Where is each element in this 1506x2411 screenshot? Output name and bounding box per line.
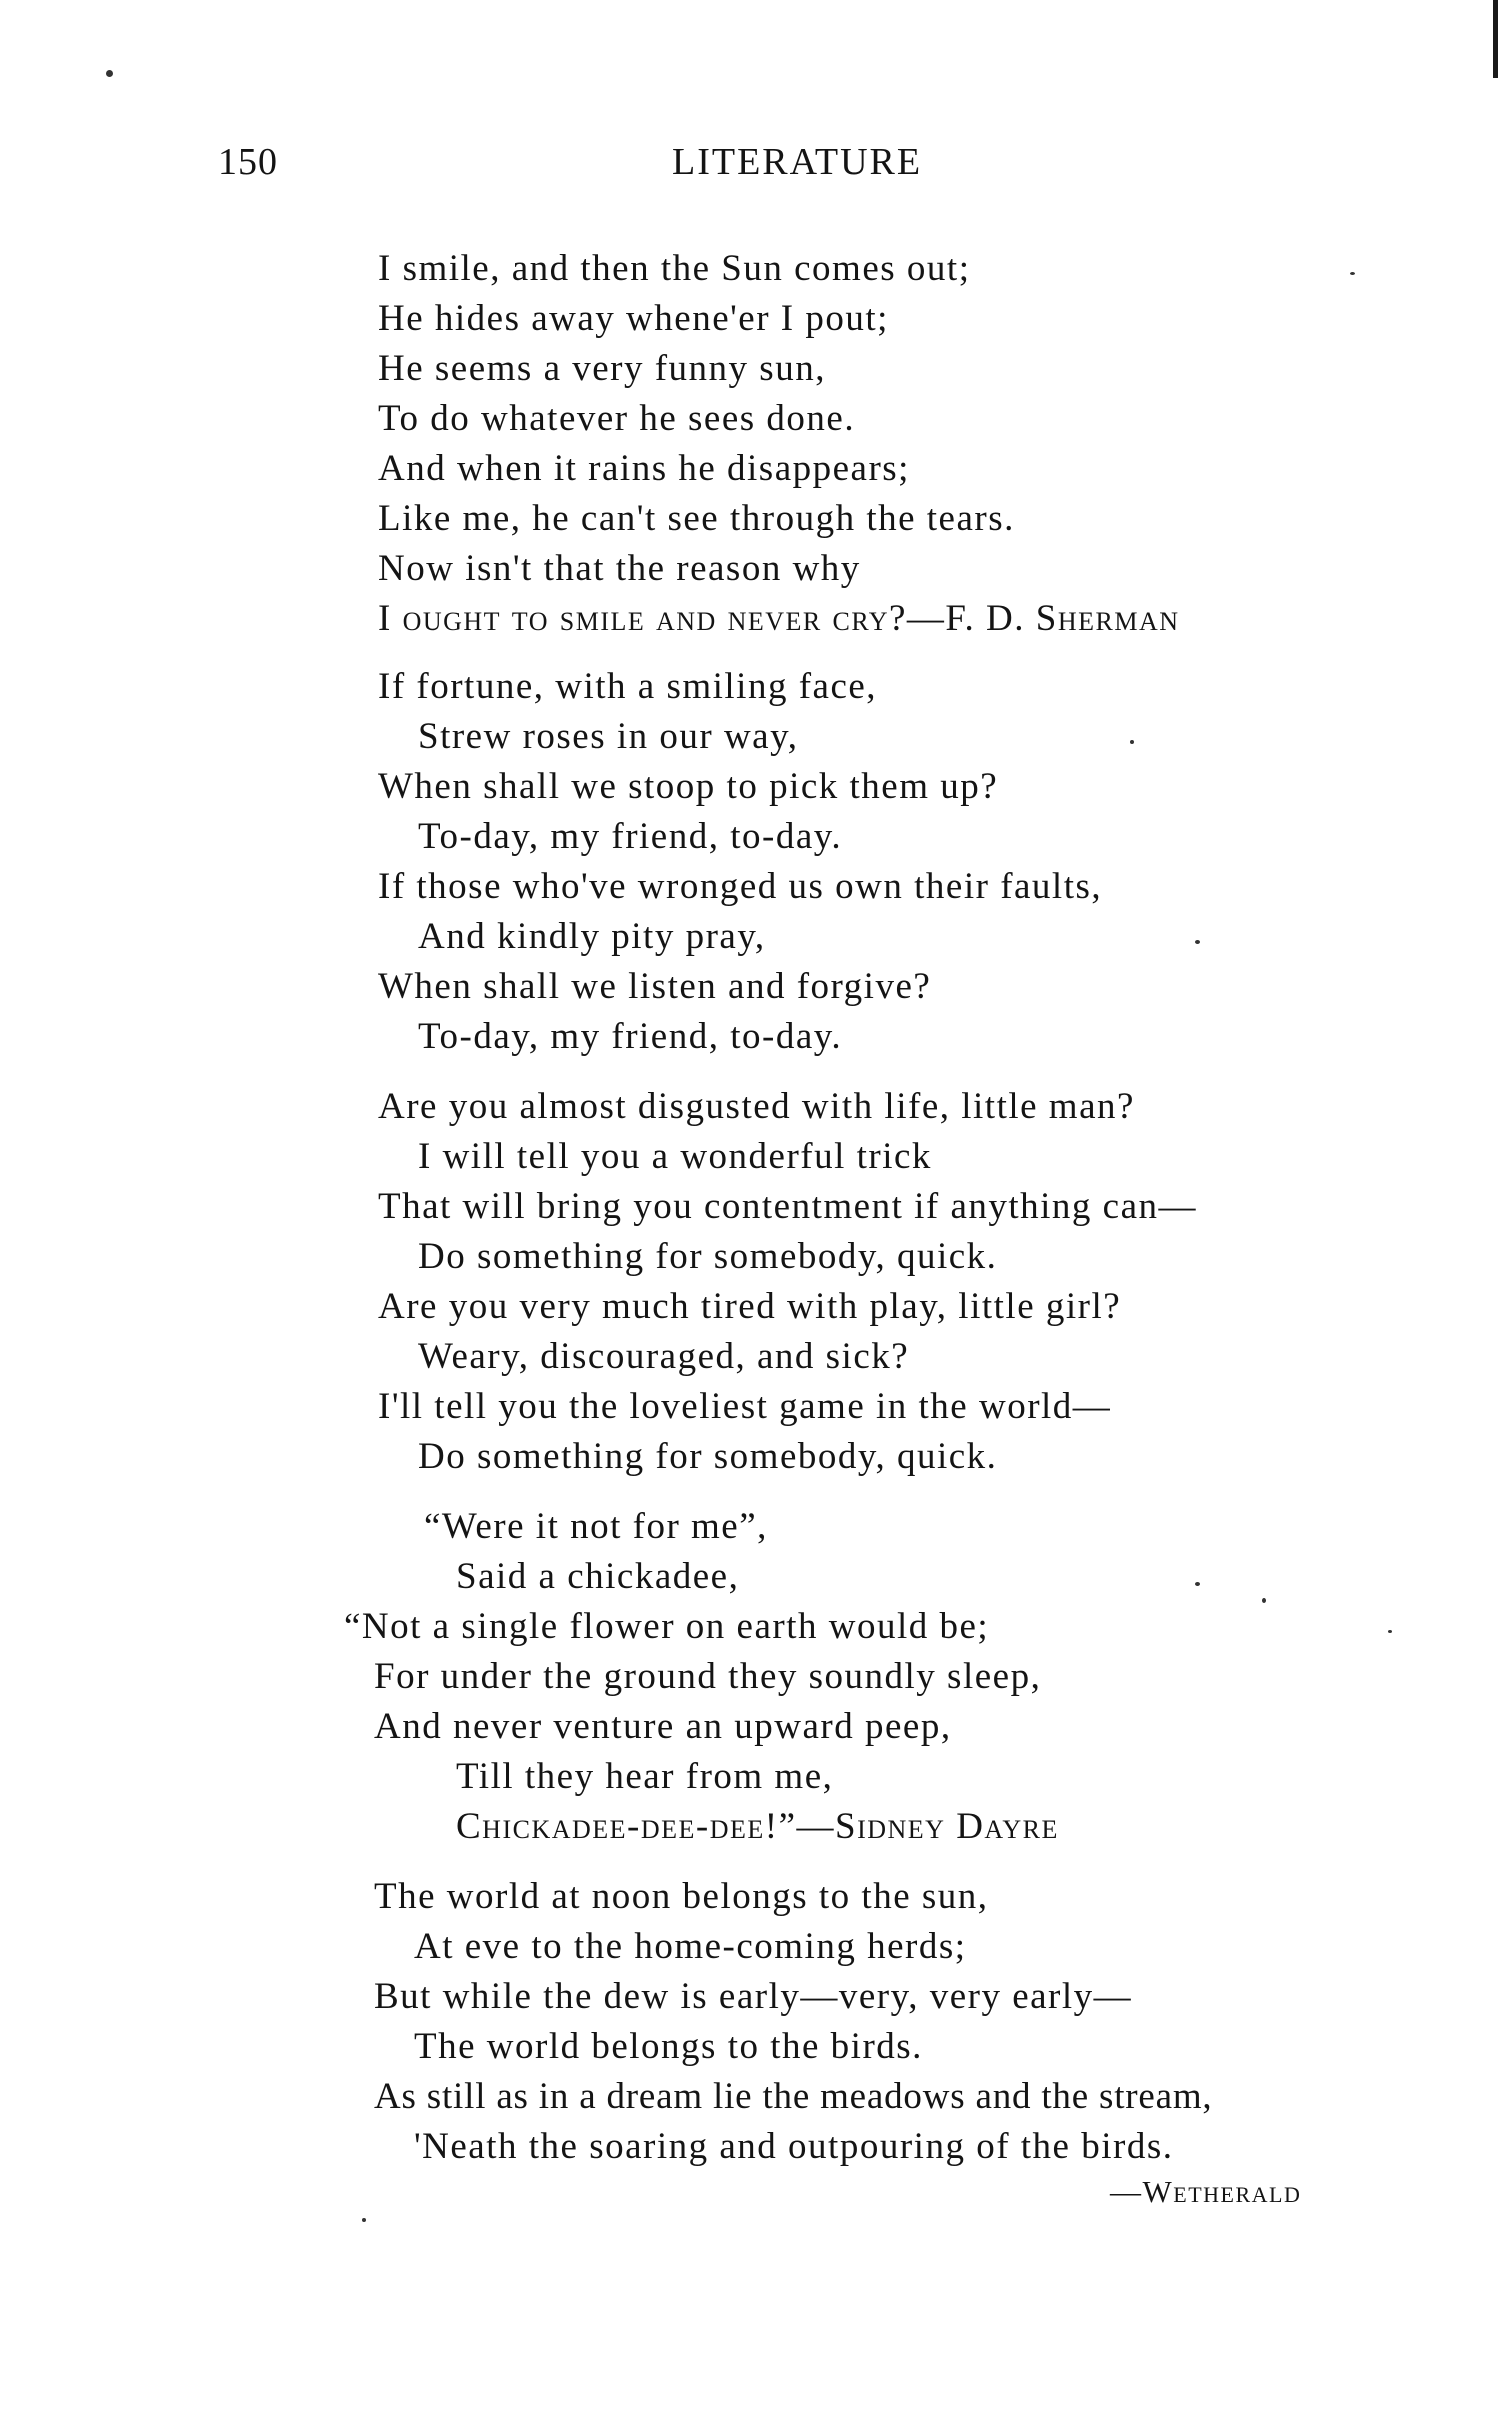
poem-line: Said a chickadee, bbox=[456, 1556, 740, 1597]
poem-line: Now isn't that the reason why bbox=[378, 548, 861, 589]
poem-line: To-day, my friend, to-day. bbox=[418, 1016, 843, 1057]
poem-line: Weary, discouraged, and sick? bbox=[418, 1336, 910, 1377]
poem-line: The world at noon belongs to the sun, bbox=[374, 1876, 989, 1917]
poem-line: Do something for somebody, quick. bbox=[418, 1236, 998, 1277]
poem-line: 'Neath the soaring and outpouring of the birds. bbox=[414, 2126, 1174, 2167]
poem-line-with-attribution: Chickadee-dee-dee!”—Sidney Dayre bbox=[456, 1806, 1059, 1847]
print-speck bbox=[1262, 1598, 1266, 1603]
poem-line: If those who've wronged us own their faults, bbox=[378, 866, 1103, 907]
poem-line: Are you very much tired with play, little girl? bbox=[378, 1286, 1122, 1327]
poem-line: The world belongs to the birds. bbox=[414, 2026, 923, 2067]
poem-line: As still as in a dream lie the meadows and the stream, bbox=[374, 2076, 1213, 2117]
print-speck bbox=[1388, 1630, 1392, 1633]
poem-line: When shall we stoop to pick them up? bbox=[378, 766, 999, 807]
poem-line-with-attribution: I ought to smile and never cry?—F. D. Sherman bbox=[378, 598, 1180, 639]
print-speck bbox=[362, 2218, 366, 2222]
poem-line: And when it rains he disappears; bbox=[378, 448, 910, 489]
poem-line: Like me, he can't see through the tears. bbox=[378, 498, 1015, 539]
poem-line: Strew roses in our way, bbox=[418, 716, 799, 757]
poem-line: And never venture an upward peep, bbox=[374, 1706, 952, 1747]
poem-line: To do whatever he sees done. bbox=[378, 398, 856, 439]
print-speck bbox=[1350, 272, 1355, 275]
poem-line: I will tell you a wonderful trick bbox=[418, 1136, 932, 1177]
poem-line: And kindly pity pray, bbox=[418, 916, 766, 957]
poem-line: He hides away whene'er I pout; bbox=[378, 298, 889, 339]
poem-line: If fortune, with a smiling face, bbox=[378, 666, 878, 707]
poem-line: To-day, my friend, to-day. bbox=[418, 816, 843, 857]
poem-line: That will bring you contentment if anything can— bbox=[378, 1186, 1198, 1227]
poem-line: Till they hear from me, bbox=[456, 1756, 834, 1797]
poem-attribution: —Wetherald bbox=[1110, 2174, 1302, 2209]
running-head: LITERATURE bbox=[672, 141, 923, 183]
print-speck bbox=[1130, 740, 1134, 744]
poem-line: When shall we listen and forgive? bbox=[378, 966, 932, 1007]
poem-line: Are you almost disgusted with life, little man? bbox=[378, 1086, 1135, 1127]
poem-line: I'll tell you the loveliest game in the world— bbox=[378, 1386, 1112, 1427]
poem-line: Do something for somebody, quick. bbox=[418, 1436, 998, 1477]
poem-line: I smile, and then the Sun comes out; bbox=[378, 248, 971, 289]
poem-line: “Not a single flower on earth would be; bbox=[344, 1606, 990, 1647]
poem-line: At eve to the home-coming herds; bbox=[414, 1926, 967, 1967]
poem-line: But while the dew is early—very, very early— bbox=[374, 1976, 1133, 2017]
print-speck bbox=[1195, 940, 1200, 944]
poem-line: For under the ground they soundly sleep, bbox=[374, 1656, 1042, 1697]
print-speck bbox=[1195, 1582, 1200, 1586]
page-number: 150 bbox=[218, 141, 278, 183]
page-edge-mark bbox=[1493, 0, 1498, 78]
poem-line: “Were it not for me”, bbox=[424, 1506, 768, 1547]
print-speck bbox=[106, 70, 113, 77]
poem-line: He seems a very funny sun, bbox=[378, 348, 826, 389]
